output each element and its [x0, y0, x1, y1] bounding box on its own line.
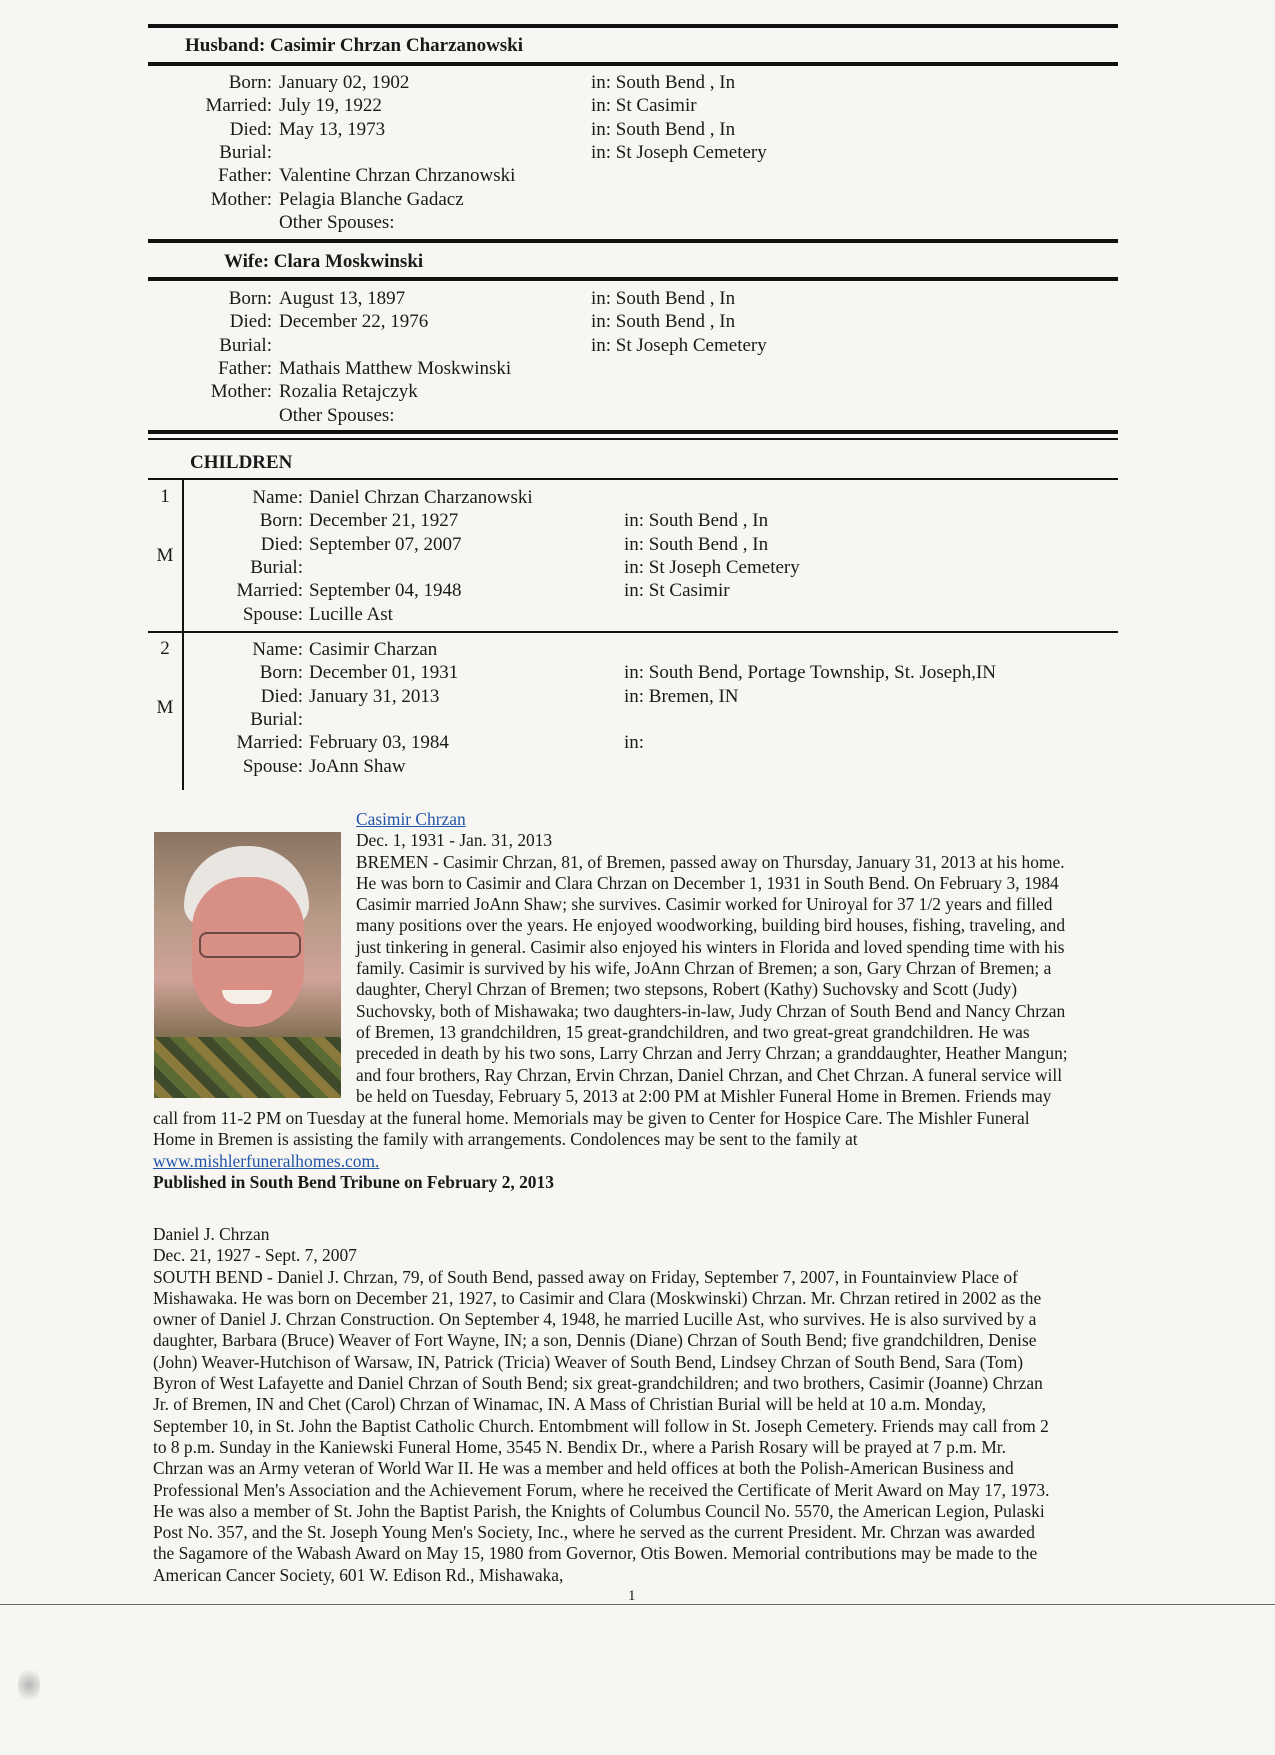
portrait-photo	[154, 832, 341, 1098]
husband-header-label: Husband:	[185, 35, 266, 56]
funeral-home-link[interactable]: www.mishlerfuneralhomes.com.	[153, 1150, 380, 1171]
field-row	[0, 509, 1275, 532]
field-value: JoAnn Shaw	[309, 755, 406, 777]
field-value: Mathais Matthew Moskwinski	[279, 357, 512, 379]
wife-name: Clara Moskwinski	[273, 251, 424, 272]
field-label: Born:	[259, 510, 303, 532]
field-value: Daniel Chrzan Charzanowski	[309, 487, 533, 508]
page-mark: 1	[628, 1588, 636, 1604]
rule-husband	[148, 62, 1118, 66]
field-place: in: South Bend, Portage Township, St. Joseph,IN	[624, 662, 996, 684]
field-label: Name:	[252, 639, 303, 660]
footer-rule	[0, 1604, 1275, 1605]
field-value: Casimir Charzan	[309, 639, 438, 660]
field-label: Burial:	[219, 334, 272, 356]
field-row	[0, 118, 1275, 141]
obit-line: Casimir married JoAnn Shaw; she survives. Casimir worked for Uniroyal for 37 1/2 years and filled	[356, 894, 1053, 915]
field-place: in:	[624, 732, 645, 754]
field-label: Married:	[205, 95, 272, 117]
field-value: February 03, 1984	[309, 732, 449, 754]
obit-line: call from 11-2 PM on Tuesday at the funeral home. Memorials may be given to Center for Hospice Care. The Mishler Funeral	[153, 1108, 1030, 1128]
field-row	[0, 380, 1275, 403]
field-row	[0, 708, 1275, 731]
field-row	[0, 287, 1275, 310]
rule-wife	[148, 277, 1118, 281]
rule-wife-top	[148, 239, 1118, 243]
field-row	[0, 404, 1275, 427]
wife-header	[224, 251, 423, 273]
field-label: Name:	[252, 487, 303, 508]
field-value: January 31, 2013	[309, 685, 440, 707]
field-label: Born:	[228, 288, 272, 309]
field-place: in: South Bend , In	[624, 510, 769, 532]
obit-line: and four brothers, Ray Chrzan, Ervin Chrzan, Daniel Chrzan, and Chet Chrzan. A funeral service will	[356, 1064, 1063, 1085]
field-label: Died:	[229, 311, 272, 333]
field-label: Father:	[218, 165, 272, 187]
obit-casimir	[356, 809, 1126, 1107]
field-place: in: South Bend , In	[591, 311, 736, 333]
obit-line: (John) Weaver-Hutchison of Warsaw, IN, Patrick (Tricia) Weaver of South Bend, Lindsey Chrzan of South Bend, Sara (Tom)	[153, 1351, 1024, 1372]
obit-casimir-title-link[interactable]: Casimir Chrzan	[356, 809, 466, 829]
child-number: 2	[160, 638, 170, 659]
child-number: 1	[160, 486, 170, 507]
obit-line: Chrzan was an Army veteran of World War II. He was a member and held offices at both the Polish-American Business and	[153, 1458, 1014, 1479]
obit-line: to 8 p.m. Sunday in the Kaniewski Funeral Home, 3545 N. Bendix Dr., where a Parish Rosary will be prayed at 7 p.m. Mr.	[153, 1436, 1006, 1457]
obit-line: Suchovsky, both of Mishawaka; two daughters-in-law, Judy Chrzan of South Bend and Nancy Chrzan	[356, 1000, 1066, 1021]
field-place: in: South Bend , In	[591, 72, 736, 93]
field-label: Died:	[260, 685, 303, 707]
obit-line: Post No. 357, and the St. Joseph Young Men's Society, Inc., where he served as the current President. Mr. Chrzan was awarded	[153, 1522, 1035, 1543]
field-row	[0, 71, 1275, 94]
field-place: in: St Joseph Cemetery	[591, 141, 767, 163]
field-value: September 04, 1948	[309, 580, 462, 602]
obit-line: be held on Tuesday, February 5, 2013 at 2:00 PM at Mishler Funeral Home in Bremen. Friends may	[356, 1085, 1052, 1106]
field-label: Mother:	[210, 188, 272, 210]
field-value: Pelagia Blanche Gadacz	[279, 188, 464, 210]
obit-line: He was born to Casimir and Clara Chrzan on December 1, 1931 in South Bend. On February 3, 1984	[356, 872, 1059, 893]
obit-daniel-name: Daniel J. Chrzan	[153, 1224, 270, 1244]
field-value: September 07, 2007	[309, 533, 462, 555]
obit-line: Home in Bremen is assisting the family with arrangements. Condolences may be sent to the family at	[153, 1129, 858, 1150]
field-place: in: South Bend , In	[591, 288, 736, 309]
wife-header-label: Wife:	[224, 251, 270, 272]
field-label: Born:	[228, 72, 272, 93]
obit-line: BREMEN - Casimir Chrzan, 81, of Bremen, passed away on Thursday, January 31, 2013 at his home.	[356, 851, 1065, 872]
field-row	[0, 685, 1275, 708]
obit-daniel	[153, 1224, 1163, 1586]
obit-line: Mishawaka. He was born on December 21, 1927, to Casimir and Clara (Moskwinski) Chrzan. Mr. Chrzan retired in 2002 as the	[153, 1287, 1042, 1308]
field-row	[0, 638, 1275, 661]
obit-line: preceded in death by his two sons, Larry Chrzan and Jerry Chrzan; a granddaughter, Heather Mangun;	[356, 1043, 1068, 1064]
field-place: in: St Casimir	[624, 580, 730, 602]
field-label: Burial:	[250, 556, 303, 578]
obit-published: Published in South Bend Tribune on February 2, 2013	[153, 1171, 554, 1192]
field-value: Rozalia Retajczyk	[279, 381, 418, 403]
field-value: December 01, 1931	[309, 662, 459, 684]
field-row	[0, 164, 1275, 187]
scan-smudge	[18, 1665, 40, 1705]
obit-line: the Sagamore of the Wabash Award on May 15, 1980 from Governor, Otis Bowen. Memorial contributions may be made to the	[153, 1543, 1038, 1564]
obit-line: owner of Daniel J. Chrzan Construction. On September 4, 1948, he married Lucille Ast, who survives. He is also survived by a	[153, 1309, 1037, 1330]
field-row	[0, 211, 1275, 234]
field-label: Father:	[218, 357, 272, 379]
field-label: Died:	[260, 533, 303, 555]
field-place: in: Bremen, IN	[624, 685, 739, 707]
field-label: Born:	[259, 662, 303, 684]
rule-children-a	[148, 430, 1118, 434]
obit-casimir-cont	[153, 1108, 1133, 1193]
field-row	[0, 603, 1275, 626]
husband-header	[185, 35, 523, 57]
field-value: Valentine Chrzan Chrzanowski	[279, 165, 516, 187]
field-label: Spouse:	[242, 755, 303, 777]
field-row	[0, 661, 1275, 684]
obit-line: just tinkering in general. Casimir also enjoyed his winters in Florida and loved spending time with his	[356, 936, 1065, 957]
field-row	[0, 533, 1275, 556]
field-value: May 13, 1973	[279, 118, 386, 140]
obit-line: He was also a member of St. John the Baptist Parish, the Knights of Columbus Council No. 5570, the American Legion, Pulaski	[153, 1500, 1045, 1521]
field-value: July 19, 1922	[279, 95, 382, 117]
obit-line: September 10, in St. John the Baptist Catholic Church. Entombment will follow in St. Joseph Cemetery. Friends may call from 2	[153, 1415, 1049, 1436]
field-value: December 22, 1976	[279, 311, 429, 333]
obit-line: many positions over the years. He enjoyed woodworking, building bird houses, fishing, traveling, and	[356, 915, 1066, 936]
obit-line: Professional Men's Association and the Achievement Forum, where he received the Certificate of Merit Award on May 17, 1973.	[153, 1479, 1050, 1500]
field-value: January 02, 1902	[279, 72, 410, 93]
field-value: Other Spouses:	[279, 211, 395, 233]
field-row	[0, 357, 1275, 380]
rule-top	[148, 24, 1118, 28]
obit-line: family. Casimir is survived by his wife, JoAnn Chrzan of Bremen; a son, Gary Chrzan of Bremen; a	[356, 958, 1052, 979]
field-place: in: St Casimir	[591, 95, 697, 117]
rule-children-c	[148, 478, 1118, 480]
rule-child-sep	[148, 631, 1118, 633]
field-row	[0, 755, 1275, 778]
husband-name: Casimir Chrzan Charzanowski	[270, 35, 524, 56]
field-place: in: South Bend , In	[624, 533, 769, 555]
field-value: August 13, 1897	[279, 288, 406, 309]
field-value: Other Spouses:	[279, 404, 395, 426]
children-header: CHILDREN	[190, 452, 293, 473]
obit-casimir-dates: Dec. 1, 1931 - Jan. 31, 2013	[356, 830, 553, 851]
field-row	[0, 579, 1275, 602]
field-label: Married:	[236, 580, 303, 602]
field-row	[0, 310, 1275, 333]
field-place: in: St Joseph Cemetery	[624, 556, 800, 578]
child-sex: M	[156, 545, 174, 566]
obit-line: SOUTH BEND - Daniel J. Chrzan, 79, of South Bend, passed away on Friday, September 7, 2007, in Fountainview Place of	[153, 1266, 1018, 1287]
field-row	[0, 141, 1275, 164]
field-row	[0, 334, 1275, 357]
child-sex: M	[156, 697, 174, 718]
obit-line: American Cancer Society, 601 W. Edison Rd., Mishawaka,	[153, 1564, 564, 1585]
field-value: Lucille Ast	[309, 603, 393, 625]
obit-line: of Bremen, 13 grandchildren, 15 great-grandchildren, and two great-great grandchildren. He was	[356, 1021, 1030, 1042]
obit-daniel-dates: Dec. 21, 1927 - Sept. 7, 2007	[153, 1245, 357, 1266]
obit-line: daughter, Barbara (Bruce) Weaver of Fort Wayne, IN; a son, Dennis (Diane) Chrzan of South Bend; five grandchildren, Denise	[153, 1330, 1037, 1351]
field-label: Spouse:	[242, 603, 303, 625]
field-row	[0, 731, 1275, 754]
field-label: Burial:	[219, 141, 272, 163]
obit-line: Jr. of Bremen, IN and Chet (Carol) Chrzan of Winamac, IN. A Mass of Christian Burial will be held at 10 a.m. Monday,	[153, 1394, 986, 1415]
field-row	[0, 188, 1275, 211]
obit-line: Byron of West Lafayette and Daniel Chrzan of South Bend; six great-grandchildren; and two brothers, Casimir (Joanne) Chrzan	[153, 1373, 1043, 1394]
field-label: Mother:	[210, 381, 272, 403]
field-label: Died:	[229, 118, 272, 140]
field-label: Burial:	[250, 708, 303, 730]
field-value: December 21, 1927	[309, 510, 459, 532]
field-label: Married:	[236, 732, 303, 754]
field-place: in: South Bend , In	[591, 118, 736, 140]
field-row	[0, 94, 1275, 117]
rule-children-b	[148, 438, 1118, 440]
field-row	[0, 556, 1275, 579]
field-place: in: St Joseph Cemetery	[591, 334, 767, 356]
field-row	[0, 486, 1275, 509]
obit-line: daughter, Cheryl Chrzan of Bremen; two stepsons, Robert (Kathy) Suchovsky and Scott (Judy)	[356, 979, 1017, 1000]
